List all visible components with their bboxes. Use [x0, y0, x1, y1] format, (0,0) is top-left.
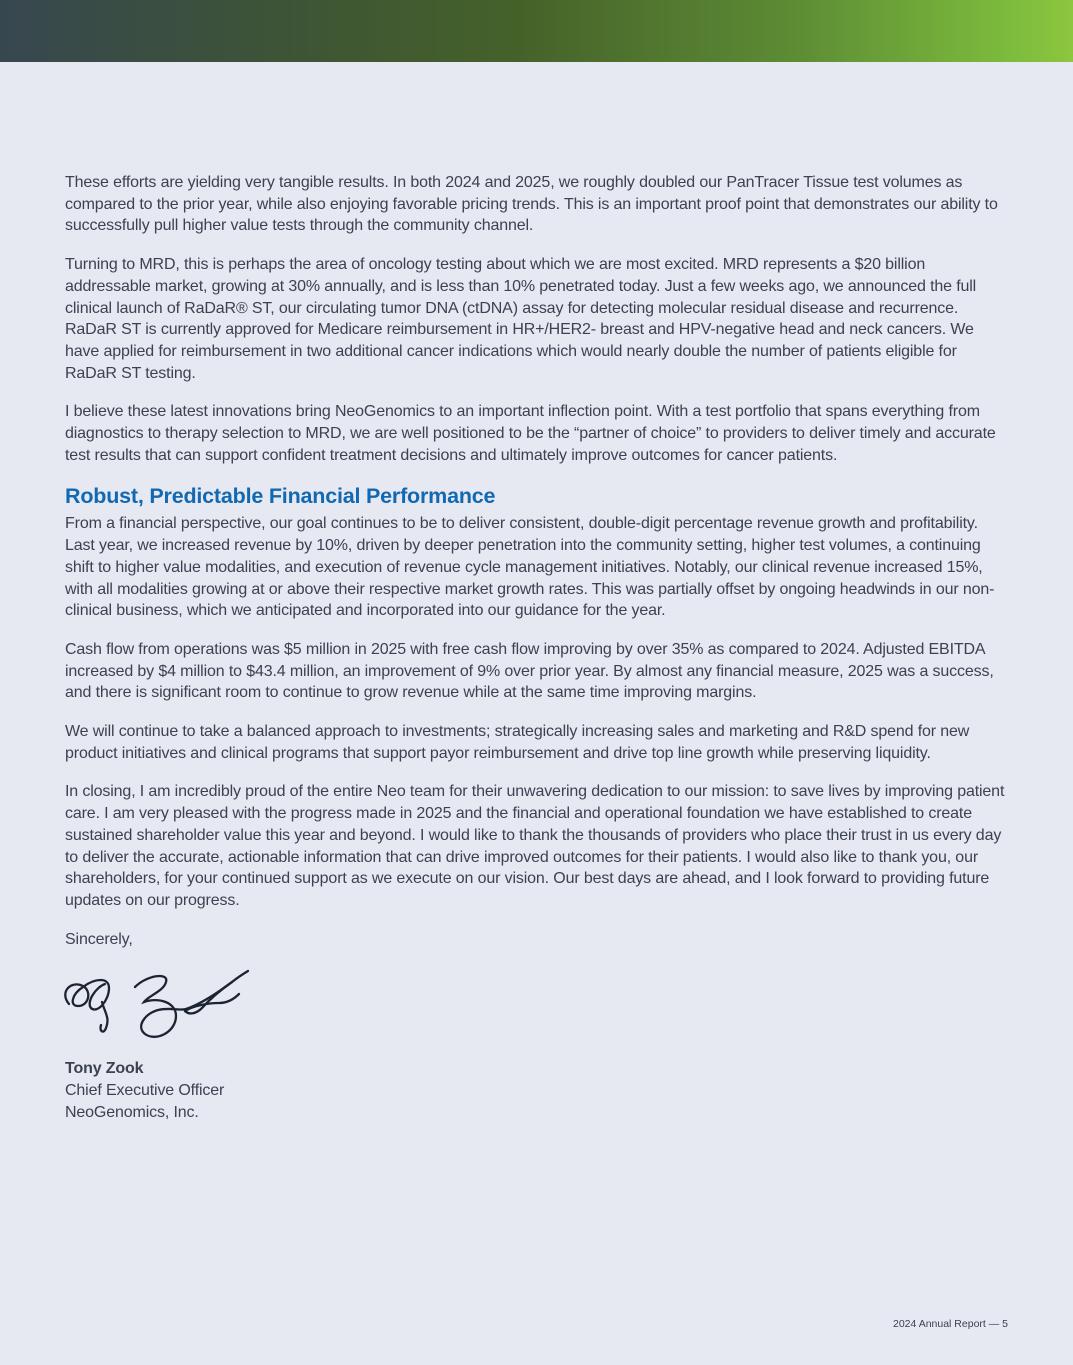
signature-block	[65, 1058, 1010, 1123]
signer-title: Chief Executive Officer	[65, 1082, 225, 1100]
letter-body	[65, 172, 1010, 1124]
signer-name: Tony Zook	[65, 1060, 144, 1078]
signature-image	[59, 958, 1010, 1046]
paragraph: In closing, I am incredibly proud of the entire Neo team for their unwavering dedication to our mission: to save lives by improving patient care. I am very pleased with the progress made in 2025 and the financial and operational foundation we have established to create sustained shareholder value this year and beyond. I would like to thank the thousands of providers who place their trust in us every day to deliver the accurate, actionable information that can drive improved outcomes for their patients. I would also like to thank you, our shareholders, for your continued support as we execute on our vision. Our best days are ahead, and I look forward to providing future updates on our progress.	[65, 783, 1005, 909]
paragraph: We will continue to take a balanced approach to investments; strategically increasing sales and marketing and R&D spend for new product initiatives and clinical programs that support payor reimbursement and drive top line growth while preserving liquidity.	[65, 723, 970, 762]
paragraph: Turning to MRD, this is perhaps the area of oncology testing about which we are most excited. MRD represents a $20 billion addressable market, growing at 30% annually, and is less than 10% penetrated today. Just a few weeks ago, we announced the full clinical launch of RaDaR® ST, our circulating tumor DNA (ctDNA) assay for detecting molecular residual disease and recurrence. RaDaR ST is currently approved for Medicare reimbursement in HR+/HER2- breast and HPV-negative head and neck cancers. We have applied for reimbursement in two additional cancer indications which would nearly double the number of patients eligible for RaDaR ST testing.	[65, 256, 977, 382]
handwritten-signature-icon	[59, 958, 254, 1046]
header-gradient-bar	[0, 0, 1073, 62]
paragraph: These efforts are yielding very tangible results. In both 2024 and 2025, we roughly doubled our PanTracer Tissue test volumes as compared to the prior year, while also enjoying favorable pricing trends. This is an important proof point that demonstrates our ability to successfully pull higher value tests through the community channel.	[65, 174, 998, 235]
paragraph: I believe these latest innovations bring NeoGenomics to an important inflection point. With a test portfolio that spans everything from diagnostics to therapy selection to MRD, we are well positioned to be the “partner of choice” to providers to deliver timely and accurate test results that can support confident treatment decisions and ultimately improve outcomes for cancer patients.	[65, 403, 996, 464]
paragraph: Cash flow from operations was $5 million in 2025 with free cash flow improving by over 35% as compared to 2024. Adjusted EBITDA increased by $4 million to $43.4 million, an improvement of 9% over prior year. By almost any financial measure, 2025 was a success, and there is significant room to continue to grow revenue while at the same time improving margins.	[65, 640, 994, 702]
paragraph: From a financial perspective, our goal continues to be to deliver consistent, double-digit percentage revenue growth and profitability. Last year, we increased revenue by 10%, driven by deeper penetration into the community setting, higher test volumes, a continuing shift to higher value modalities, and execution of revenue cycle management initiatives. Notably, our clinical revenue increased 15%, with all modalities growing at or above their respective market growth rates. This was partially offset by ongoing headwinds in our non-clinical business, which we anticipated and incorporated into our guidance for the year.	[65, 515, 995, 620]
page-footer: 2024 Annual Report — 5	[893, 1318, 1008, 1330]
closing-salutation: Sincerely,	[65, 930, 133, 948]
section-heading: Robust, Predictable Financial Performance	[65, 484, 496, 509]
signer-company: NeoGenomics, Inc.	[65, 1103, 199, 1121]
